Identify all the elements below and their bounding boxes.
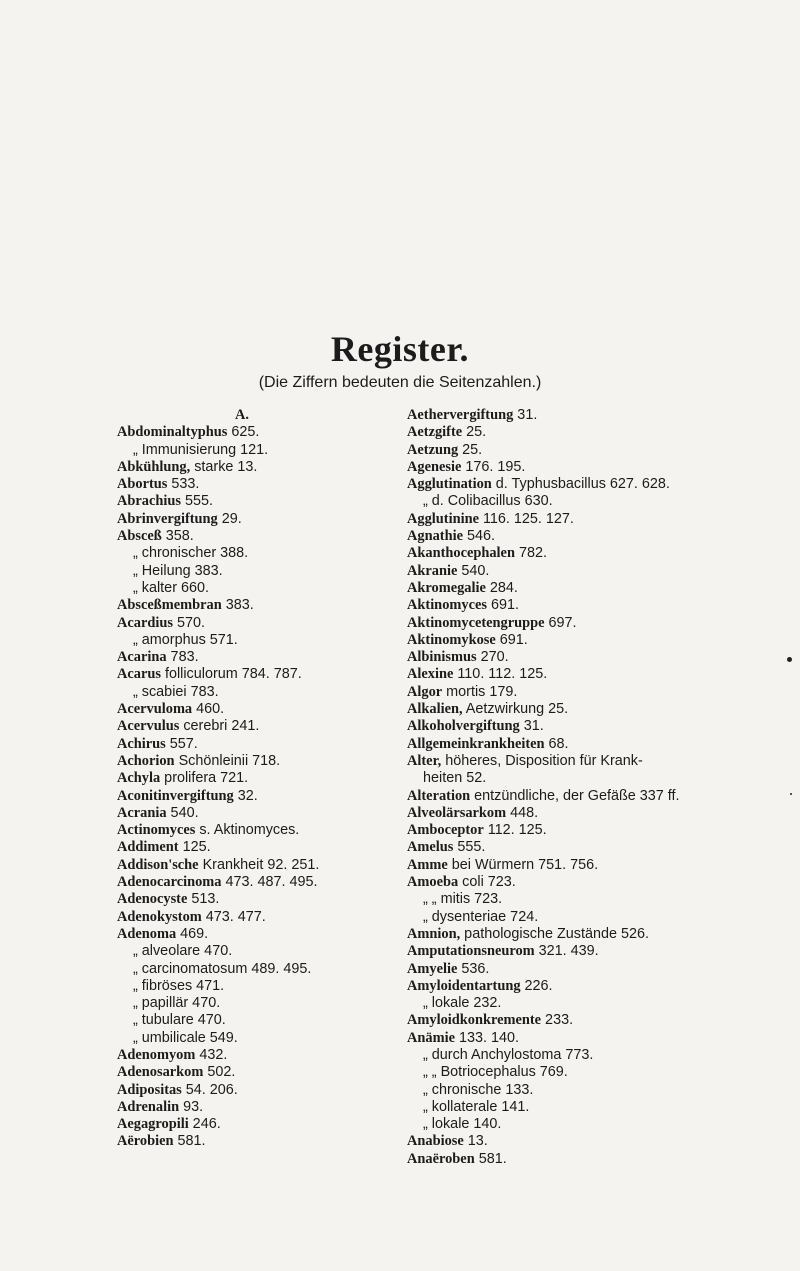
index-references: 110. 112. 125. <box>453 666 548 683</box>
index-term: Amputationsneurom <box>407 943 535 960</box>
index-term: Amyloidentartung <box>407 977 521 994</box>
index-entry <box>117 770 437 787</box>
index-references: s. Aktinomyces. <box>195 822 300 839</box>
index-entry <box>117 1082 437 1099</box>
index-entry <box>117 805 437 822</box>
index-references: 555. <box>180 493 213 510</box>
index-term: Amnion, <box>407 925 461 942</box>
index-entry <box>117 511 437 528</box>
index-term: Adenocyste <box>117 891 188 908</box>
index-references: 270. <box>476 649 509 666</box>
index-references: 31. <box>513 407 538 423</box>
index-references: prolifera 721. <box>160 770 249 787</box>
index-entry <box>117 597 437 614</box>
index-references: 691. <box>495 631 528 648</box>
index-references: 469. <box>176 925 209 942</box>
section-letter-heading: A. <box>235 407 249 423</box>
index-entry <box>407 822 779 839</box>
index-entry <box>117 649 437 666</box>
index-term: Anaëroben <box>407 1150 475 1167</box>
index-entry <box>117 666 437 683</box>
index-subentry: „ „ Botriocephalus 769. <box>423 1064 568 1081</box>
index-term: Abkühlung, <box>117 458 191 475</box>
index-references: coli 723. <box>458 874 516 891</box>
index-references: 570. <box>172 614 205 631</box>
page-title: Register. <box>330 329 470 369</box>
index-subentry: „ amorphus 571. <box>133 631 238 648</box>
index-references: bei Würmern 751. 756. <box>447 856 599 873</box>
index-term: Aetzung <box>407 441 459 458</box>
index-term: Adenosarkom <box>117 1064 204 1081</box>
index-references: 540. <box>457 562 490 579</box>
index-references: 473. 487. 495. <box>221 874 318 891</box>
index-term: Akanthocephalen <box>407 545 515 562</box>
index-subentry: „ d. Colibacillus 630. <box>423 493 553 510</box>
index-entry <box>407 736 779 753</box>
index-term: Anämie <box>407 1029 455 1046</box>
index-subentry: „ chronische 133. <box>423 1081 534 1098</box>
index-entry <box>407 874 779 891</box>
index-references: 284. <box>485 579 518 596</box>
index-entry <box>117 1116 437 1133</box>
index-term: Adipositas <box>117 1081 182 1098</box>
index-term: Alveolärsarkom <box>407 804 507 821</box>
index-term: Adenokystom <box>117 908 202 925</box>
index-term: Addison'sche <box>117 856 199 873</box>
index-term: Abrachius <box>117 493 181 510</box>
index-term: Amoeba <box>407 874 459 891</box>
index-term: Alter, <box>407 752 442 769</box>
index-term: Amme <box>407 856 448 873</box>
index-references: 783. <box>166 649 199 666</box>
index-entry <box>117 476 437 493</box>
index-term: Acrania <box>117 804 167 821</box>
index-entry <box>117 424 437 441</box>
index-references: 358. <box>161 528 194 545</box>
index-references: 246. <box>188 1116 221 1133</box>
index-entry <box>407 788 779 805</box>
index-references: 546. <box>462 528 495 545</box>
index-term: Adenoma <box>117 925 177 942</box>
index-term: Achirus <box>117 735 166 752</box>
index-term: Adenocarcinoma <box>117 874 222 891</box>
index-term: Adrenalin <box>117 1098 180 1115</box>
index-entry <box>407 528 779 545</box>
index-references: entzündliche, der Gefäße 337 ff. <box>470 787 680 804</box>
index-entry <box>407 580 779 597</box>
index-entry <box>117 1133 437 1150</box>
index-references: 448. <box>506 804 539 821</box>
index-term: Aktinomyces <box>407 597 487 614</box>
index-entry <box>117 615 437 632</box>
index-entry <box>117 891 437 908</box>
index-entry <box>407 943 779 960</box>
index-references: 68. <box>544 735 569 752</box>
index-entry <box>117 909 437 926</box>
index-entry <box>407 545 779 562</box>
index-term: Anabiose <box>407 1133 464 1150</box>
index-entry <box>407 839 779 856</box>
index-subentry: „ Heilung 383. <box>133 562 223 579</box>
index-term: Aconitinvergiftung <box>117 787 234 804</box>
index-term: Agglutinine <box>407 510 479 527</box>
index-references: mortis 179. <box>442 683 518 700</box>
index-subentry: heiten 52. <box>423 770 487 787</box>
index-term: Aktinomycetengruppe <box>407 614 545 631</box>
index-references: 116. 125. 127. <box>478 510 574 527</box>
index-entry <box>407 805 779 822</box>
index-references: 540. <box>166 804 199 821</box>
index-references: 133. 140. <box>454 1029 519 1046</box>
index-references: 233. <box>541 1012 574 1029</box>
index-subentry: „ umbilicale 549. <box>133 1029 238 1046</box>
index-term: Albinismus <box>407 649 477 666</box>
index-references: 25. <box>462 424 487 441</box>
print-speck-mark <box>787 657 792 662</box>
index-entry <box>117 822 437 839</box>
index-references: 93. <box>179 1098 204 1115</box>
index-subentry: „ tubulare 470. <box>133 1012 226 1029</box>
index-term: Akromegalie <box>407 579 486 596</box>
index-references: 383. <box>221 597 254 614</box>
index-entry <box>407 926 779 943</box>
index-entry <box>407 597 779 614</box>
index-term: Alteration <box>407 787 471 804</box>
index-references: 31. <box>519 718 544 735</box>
index-subentry: „ kollaterale 141. <box>423 1098 530 1115</box>
index-references: 25. <box>458 441 483 458</box>
index-term: Acarina <box>117 649 167 666</box>
index-term: Amyloidkonkremente <box>407 1012 542 1029</box>
index-term: Agglutination <box>407 476 492 493</box>
index-subentry: „ papillär 470. <box>133 995 221 1012</box>
index-entry <box>117 528 437 545</box>
index-entry <box>117 1064 437 1081</box>
index-entry <box>117 718 437 735</box>
index-term: Achyla <box>117 770 161 787</box>
index-term: Algor <box>407 683 443 700</box>
index-entry <box>117 874 437 891</box>
index-entry <box>407 649 779 666</box>
index-subentry: „ kalter 660. <box>133 579 209 596</box>
index-term: Alkoholvergiftung <box>407 718 520 735</box>
index-subentry: „ „ mitis 723. <box>423 891 503 908</box>
index-term: Allgemeinkrankheiten <box>407 735 545 752</box>
index-references: Krankheit 92. 251. <box>198 856 320 873</box>
index-references: 321. 439. <box>534 943 599 960</box>
index-entry <box>407 1030 779 1047</box>
index-references: 513. <box>187 891 220 908</box>
index-term: Acarus <box>117 666 161 683</box>
index-entry <box>407 718 779 735</box>
index-references: 176. 195. <box>461 458 526 475</box>
index-entry <box>407 1151 779 1168</box>
index-term: Abdominaltyphus <box>117 424 228 441</box>
index-references: höheres, Disposition für Krank- <box>441 752 643 769</box>
index-entry <box>117 857 437 874</box>
index-references: d. Typhusbacillus 627. 628. <box>491 476 670 493</box>
index-column-right <box>407 407 779 1168</box>
index-column-left <box>117 407 437 1151</box>
index-term: Absceß <box>117 528 162 545</box>
index-subentry: „ fibröses 471. <box>133 977 225 994</box>
index-references: cerebri 241. <box>179 718 260 735</box>
index-entry <box>117 1099 437 1116</box>
index-entry <box>407 1133 779 1150</box>
index-entry <box>407 476 779 493</box>
index-term: Abortus <box>117 476 168 493</box>
index-entry <box>117 1047 437 1064</box>
index-term: Adenomyom <box>117 1046 196 1063</box>
index-term: Aethervergiftung <box>407 407 514 423</box>
index-references: 460. <box>192 701 225 718</box>
index-term: Acervulus <box>117 718 180 735</box>
index-term: Alkalien, <box>407 701 463 718</box>
index-references: pathologische Zustände 526. <box>460 925 650 942</box>
index-entry <box>407 1012 779 1029</box>
index-entry <box>117 926 437 943</box>
index-entry <box>117 459 437 476</box>
index-entry <box>407 511 779 528</box>
index-subentry: „ lokale 140. <box>423 1116 502 1133</box>
index-subentry: „ scabiei 783. <box>133 683 219 700</box>
index-term: Aetzgifte <box>407 424 463 441</box>
index-entry <box>407 615 779 632</box>
index-references: 226. <box>520 977 553 994</box>
index-entry <box>407 857 779 874</box>
index-term: Amelus <box>407 839 454 856</box>
index-term: Acardius <box>117 614 173 631</box>
index-references: starke 13. <box>190 458 258 475</box>
index-entry <box>117 788 437 805</box>
index-entry <box>117 493 437 510</box>
index-subentry: „ carcinomatosum 489. 495. <box>133 960 312 977</box>
index-term: Abrinvergiftung <box>117 510 218 527</box>
page-subtitle: (Die Ziffern bedeuten die Seitenzahlen.) <box>258 374 542 391</box>
index-entry <box>407 424 779 441</box>
index-subentry: „ lokale 232. <box>423 995 502 1012</box>
index-term: Acervuloma <box>117 701 193 718</box>
index-entry <box>407 632 779 649</box>
index-references: 536. <box>457 960 490 977</box>
index-references: 29. <box>217 510 242 527</box>
index-references: 782. <box>514 545 547 562</box>
index-references: 112. 125. <box>483 822 547 839</box>
index-references: 697. <box>544 614 577 631</box>
index-term: Agenesie <box>407 458 462 475</box>
index-references: 54. 206. <box>181 1081 238 1098</box>
index-term: Actinomyces <box>117 822 196 839</box>
index-references: 581. <box>474 1150 507 1167</box>
index-entry <box>117 753 437 770</box>
index-entry <box>407 459 779 476</box>
index-references: 691. <box>486 597 519 614</box>
index-references: Schönleinii 718. <box>174 752 281 769</box>
index-term: Aërobien <box>117 1133 174 1150</box>
index-entry <box>117 701 437 718</box>
index-references: 555. <box>453 839 486 856</box>
index-references: Aetzwirkung 25. <box>462 701 569 718</box>
index-term: Akranie <box>407 562 458 579</box>
index-subentry: „ alveolare 470. <box>133 943 233 960</box>
index-references: 625. <box>227 424 260 441</box>
index-term: Amyelie <box>407 960 458 977</box>
index-term: Amboceptor <box>407 822 484 839</box>
index-entry <box>407 961 779 978</box>
index-entry <box>117 839 437 856</box>
index-references: 13. <box>463 1133 488 1150</box>
index-entry <box>407 666 779 683</box>
index-references: folliculorum 784. 787. <box>160 666 302 683</box>
index-entry <box>407 978 779 995</box>
index-term: Agnathie <box>407 528 463 545</box>
index-references: 557. <box>165 735 198 752</box>
print-speck-mark <box>790 793 792 795</box>
index-entry <box>407 407 779 424</box>
index-entry <box>407 684 779 701</box>
index-references: 581. <box>173 1133 206 1150</box>
index-entry <box>407 701 779 718</box>
index-term: Addiment <box>117 839 179 856</box>
index-term: Aegagropili <box>117 1116 189 1133</box>
index-references: 125. <box>178 839 211 856</box>
index-subentry: „ chronischer 388. <box>133 545 249 562</box>
index-subentry: „ durch Anchylostoma 773. <box>423 1046 594 1063</box>
index-references: 32. <box>233 787 258 804</box>
index-entry <box>407 753 779 770</box>
index-entry <box>117 736 437 753</box>
index-references: 533. <box>167 476 200 493</box>
index-entry <box>407 563 779 580</box>
index-references: 473. 477. <box>201 908 266 925</box>
index-references: 432. <box>195 1046 228 1063</box>
index-subentry: „ Immunisierung 121. <box>133 441 269 458</box>
index-entry <box>407 442 779 459</box>
index-references: 502. <box>203 1064 236 1081</box>
index-term: Aktinomykose <box>407 631 496 648</box>
index-subentry: „ dysenteriae 724. <box>423 908 539 925</box>
index-term: Absceßmembran <box>117 597 222 614</box>
index-term: Achorion <box>117 752 175 769</box>
index-term: Alexine <box>407 666 454 683</box>
